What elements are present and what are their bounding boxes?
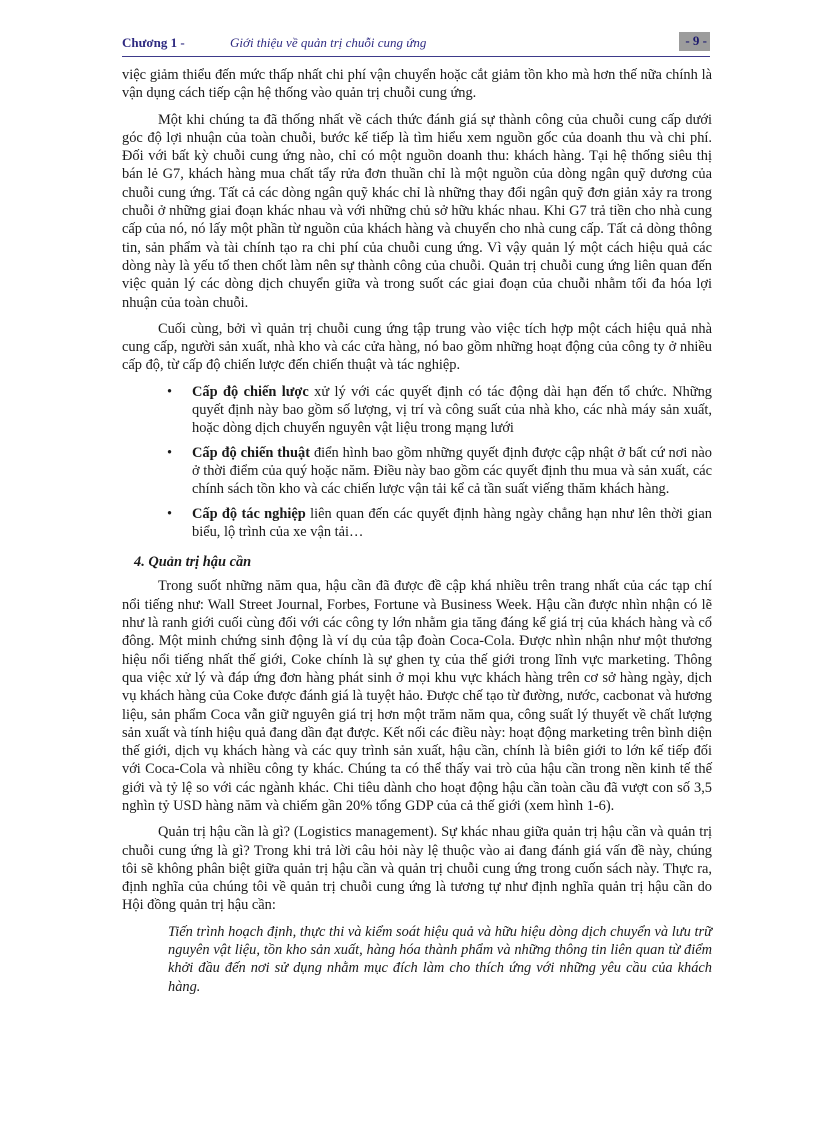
page-body <box>122 66 712 996</box>
list-item-strategic <box>122 383 712 438</box>
text-operational: liên quan đến các quyết định hàng ngày chẳng hạn như lên thời gian biểu, lộ trình của xe vận tải… <box>192 505 712 540</box>
bullet-icon: • <box>167 505 173 522</box>
paragraph-decision-levels: Cuối cùng, bởi vì quản trị chuỗi cung ứng tập trung vào việc tích hợp một cách hiệu quả nhà cung cấp, người sản xuất, nhà kho và các cửa hàng, nó bao gồm những hoạt động của công ty ở nhiều cấp độ, từ cấp độ chiến lược đến chiến thuật và tác nghiệp. <box>122 320 712 374</box>
text-strategic: xử lý với các quyết định có tác động dài hạn đến tổ chức. Những quyết định này bao gồm số lượng, vị trí và công suất của nhà kho, các nhà máy sản xuất, hoặc dòng dịch chuyển nguyên vật liệu trong mạng lưới <box>192 383 712 437</box>
decision-level-list <box>122 383 712 541</box>
chapter-label: Chương 1 - <box>122 35 185 50</box>
page-number: - 9 - <box>679 32 710 51</box>
page-header <box>122 34 710 57</box>
text-tactical: điển hình bao gồm những quyết định được cập nhật ở bất cứ nơi nào ở thời điểm của quý hoặc năm. Điều này bao gồm các quyết định thu mua và sản xuất, các chính sách tồn kho và các chiến lược vận tải kể cả tần suất viếng thăm khách hàng. <box>192 444 712 498</box>
paragraph-logistics-coca-cola: Trong suốt những năm qua, hậu cần đã được đề cập khá nhiều trên trang nhất của các tạp chí nổi tiếng như: Wall Street Journal, Forbes, Fortune và Business Week. Hậu cần được nhìn nhận có lẽ như là ranh giới cuối cùng đối với các công ty lớn nhằm gia tăng đáng kể giá trị của khách hàng và cổ đông. Một minh chứng sinh động là ví dụ của tập đoàn Coca-Cola. Được nhìn nhận như một thương hiệu nổi tiếng nhất thế giới, Coke chính là sự ghen tỵ của thế giới trong lĩnh vực marketing. Thông qua việc xử lý và đáp ứng đơn hàng phát sinh ở mọi khu vực khách hàng trên cơ sở hàng ngày, dịch vụ khách hàng của Coke được đánh giá là tuyệt hảo. Được chế tạo từ đường, nước, cacbonat và hương liệu, sản phẩm Coca vẫn giữ nguyên giá trị hơn một trăm năm qua, công suất lý thuyết về chất lượng sản xuất và tính hiệu quả đang dần đạt được. Kết nối các điều này: hoạt động marketing trên bình diện thế giới, dịch vụ khách hàng và các quy trình sản xuất, hậu cần, chính là biên giới to lớn kế tiếp đối với Coca-Cola và nhiều công ty khác. Chúng ta có thể thấy vai trò của hậu cần trong nền kinh tế thế giới và tỷ lệ so với các ngành khác. Chi tiêu dành cho hoạt động hậu cần toàn cầu đã vượt con số 3,5 nghìn tỷ USD hàng năm và chiếm gần 20% tổng GDP của cả thế giới (xem hình 1-6). <box>122 578 712 814</box>
chapter-title: Giới thiệu về quản trị chuỗi cung ứng <box>230 35 427 50</box>
bullet-icon: • <box>167 444 173 461</box>
section-heading: 4. Quản trị hậu cần <box>134 554 252 571</box>
definition-quote: Tiến trình hoạch định, thực thi và kiểm soát hiệu quả và hữu hiệu dòng dịch chuyển và lưu trữ nguyên vật liệu, tồn kho sản xuất, hàng hóa thành phẩm và những thông tin liên quan từ điểm khởi đầu đến nơi sử dụng nhằm mục đích làm cho thích ứng với những yêu cầu của khách hàng. <box>168 923 712 995</box>
list-item-tactical <box>122 444 712 499</box>
paragraph-continuation: việc giảm thiểu đến mức thấp nhất chi phí vận chuyển hoặc cắt giảm tồn kho mà hơn thế nữa chính là vận dụng cách tiếp cận hệ thống vào quản trị chuỗi cung ứng. <box>122 67 712 102</box>
bullet-icon: • <box>167 383 173 400</box>
term-tactical: Cấp độ chiến thuật <box>192 444 311 461</box>
term-strategic: Cấp độ chiến lược <box>192 383 309 400</box>
paragraph-logistics-definition: Quản trị hậu cần là gì? (Logistics management). Sự khác nhau giữa quản trị hậu cần và quản trị chuỗi cung ứng là gì? Trong khi trả lời câu hỏi này lệ thuộc vào ai đang đánh giá vấn đề này, chúng tôi sẽ không phân biệt giữa quản trị hậu cần và quản trị chuỗi cung ứng trong cuốn sách này. Thực ra, định nghĩa của chúng tôi về quản trị chuỗi cung ứng là tương tự như định nghĩa quản trị hậu cần do Hội đồng quản trị hậu cần: <box>122 824 712 914</box>
paragraph-revenue-sources: Một khi chúng ta đã thống nhất về cách thức đánh giá sự thành công của chuỗi cung cấp dưới góc độ lợi nhuận của toàn chuỗi, bước kế tiếp là tìm hiểu xem nguồn gốc của doanh thu và chi phí. Đối với bất kỳ chuỗi cung ứng nào, chỉ có một nguồn doanh thu: khách hàng. Tại hệ thống siêu thị bán lẻ G7, khách hàng mua chất tẩy rửa đơn thuần chỉ là một nguồn của dòng ngân quỹ dương của chuỗi cung ứng. Tất cả các dòng ngân quỹ khác chỉ là những thay đổi ngân quỹ đơn giản xảy ra trong chuỗi ở những giai đoạn khác nhau và với những chủ sở hữu khác nhau. Khi G7 trả tiền cho nhà cung cấp của nó, nó lấy một phần từ nguồn của khách hàng và chuyển cho nhà cung cấp. Tất cả dòng thông tin, sản phẩm và tài chính tạo ra chi phí của chuỗi cung ứng. Vì vậy quản lý một cách hiệu quả các dòng này là yếu tố then chốt làm nên sự thành công của chuỗi. Quản trị chuỗi cung ứng liên quan đến việc quản lý các dòng dịch chuyển giữa và trong suốt các giai đoạn của chuỗi nhằm tối đa hóa lợi nhuận của toàn chuỗi. <box>122 111 712 311</box>
term-operational: Cấp độ tác nghiệp <box>192 505 306 522</box>
list-item-operational <box>122 505 712 542</box>
